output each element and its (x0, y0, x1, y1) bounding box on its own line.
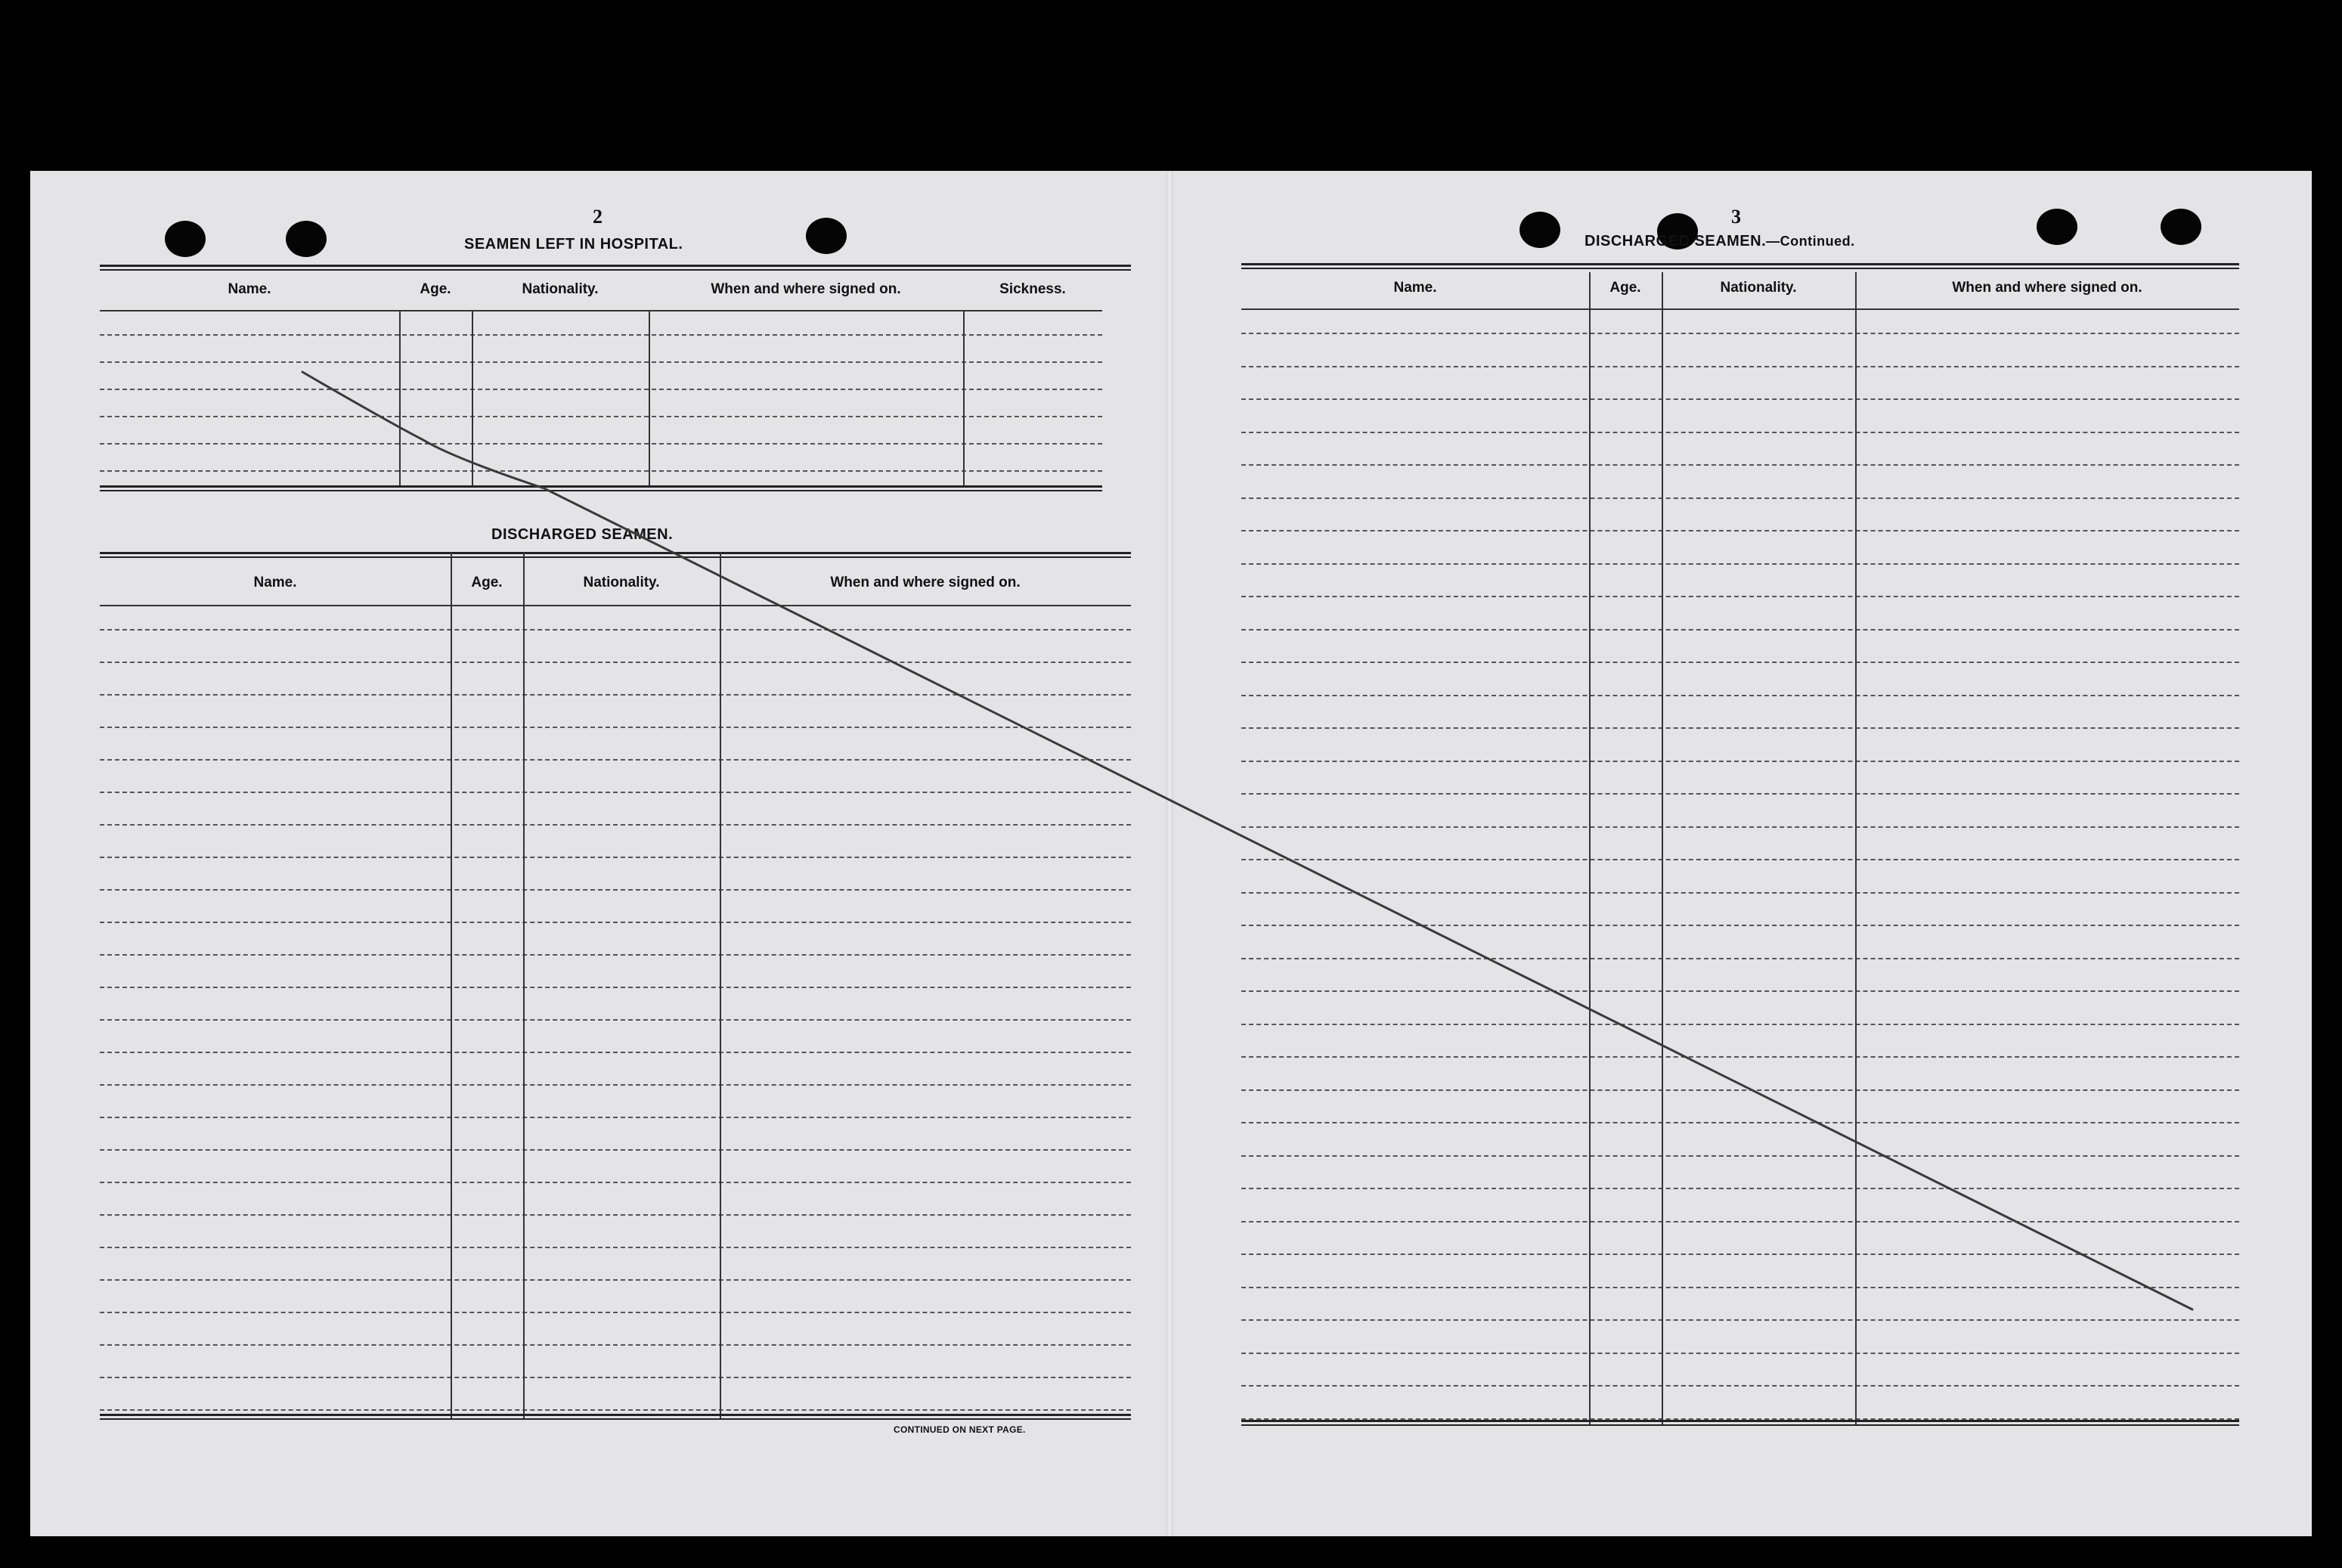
column-header-age: Age. (471, 575, 503, 590)
column-header-nationality: Nationality. (583, 575, 660, 590)
column-header-age: Age. (420, 281, 451, 297)
continued-note: CONTINUED ON NEXT PAGE. (894, 1424, 1026, 1435)
column-header-name: Name. (1393, 280, 1437, 296)
column-header-signed-on: When and where signed on. (1952, 280, 2142, 296)
hospital-section-title: SEAMEN LEFT IN HOSPITAL. (464, 236, 683, 253)
column-header-nationality: Nationality. (1720, 280, 1797, 296)
cancellation-pen-stroke (30, 171, 2312, 1536)
column-header-name: Name. (228, 281, 271, 297)
column-header-nationality: Nationality. (522, 281, 599, 297)
column-header-signed-on: When and where signed on. (830, 575, 1021, 590)
discharged-section-title: DISCHARGED SEAMEN. (491, 526, 674, 543)
column-header-signed-on: When and where signed on. (711, 281, 901, 297)
column-header-sickness: Sickness. (999, 281, 1066, 297)
document-sheet (30, 171, 2312, 1536)
column-header-name: Name. (253, 575, 297, 590)
page-number-right: 3 (1731, 206, 1741, 228)
column-header-age: Age. (1609, 280, 1641, 296)
page-number-left: 2 (593, 206, 603, 228)
discharged-continued-title-main: DISCHARGED SEAMEN. (1585, 233, 1767, 249)
continued-suffix: —Continued. (1766, 234, 1855, 249)
